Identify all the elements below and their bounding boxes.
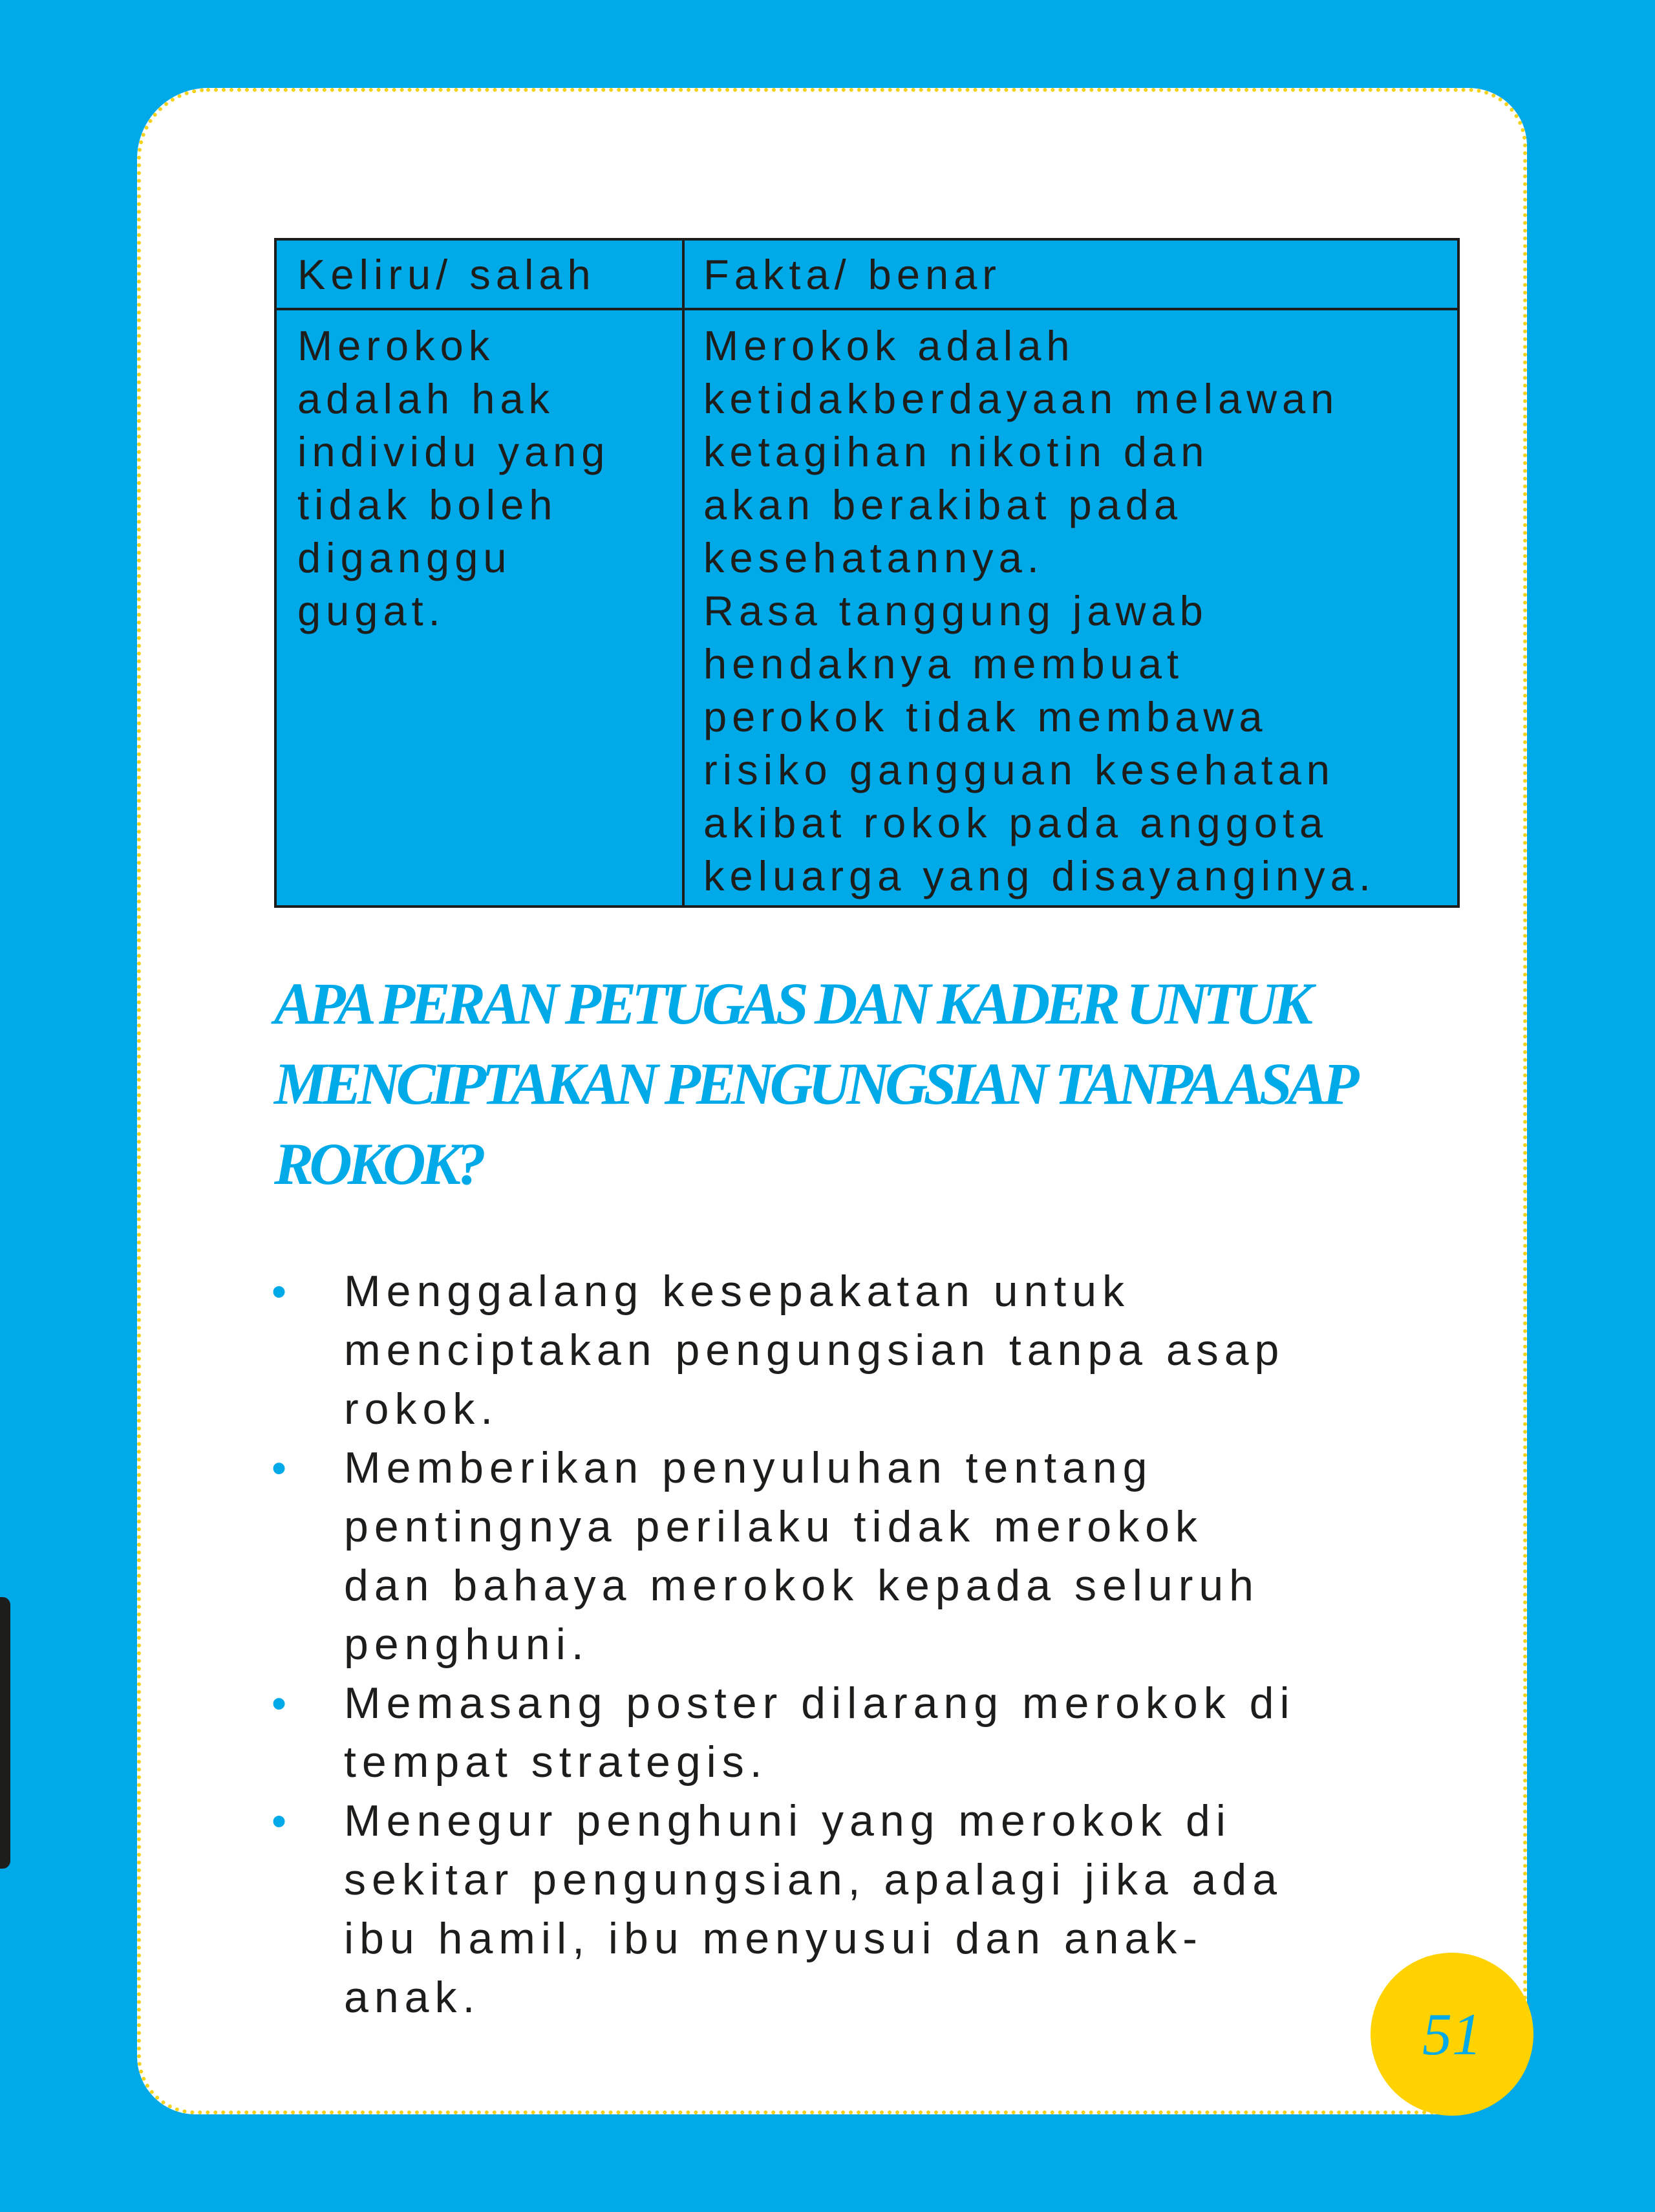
bullet-icon: • <box>272 1267 287 1315</box>
table-cell-fakta: Merokok adalah ketidakberdayaan melawan ketagihan nikotin dan akan berakibat pada kesehatannya. Rasa tanggung jawab hendaknya membuat perokok tidak membawa risiko gangguan kesehatan akibat rokok pada anggota keluarga yang disayanginya. <box>703 322 1376 899</box>
list-item <box>272 1439 1468 1674</box>
list-item-text: Memberikan penyuluhan tentang pentingnya perilaku tidak merokok dan bahaya merokok kepada seluruh penghuni. <box>344 1443 1259 1669</box>
bullet-icon: • <box>272 1444 287 1492</box>
list-item <box>272 1262 1468 1439</box>
section-heading: APA PERAN PETUGAS DAN KADER UNTUK MENCIPTAKAN PENGUNGSIAN TANPA ASAP ROKOK? <box>274 971 1355 1197</box>
list-item-text: Menggalang kesepakatan untuk menciptakan pengungsian tanpa asap rokok. <box>344 1267 1285 1434</box>
list-item-text: Memasang poster dilarang merokok di tempat strategis. <box>344 1679 1296 1787</box>
page-number-badge <box>1371 1953 1533 2116</box>
list-item <box>272 1674 1468 1792</box>
edge-mark <box>0 1597 10 1869</box>
table-header-keliru: Keliru/ salah <box>297 251 596 298</box>
list-item-text: Menegur penghuni yang merokok di sekitar pengungsian, apalagi jika ada ibu hamil, ibu menyusui dan anak- anak. <box>344 1796 1283 2022</box>
myth-fact-table <box>274 238 1460 908</box>
table-header-fakta: Fakta/ benar <box>703 251 1001 298</box>
page-number: 51 <box>1422 2001 1482 2067</box>
list-item <box>272 1792 1468 2027</box>
table-column-divider <box>682 241 685 905</box>
bullet-icon: • <box>272 1797 287 1845</box>
table-cell-keliru: Merokok adalah hak individu yang tidak boleh diganggu gugat. <box>297 322 610 634</box>
table-row-divider <box>277 308 1457 310</box>
bullet-icon: • <box>272 1679 287 1727</box>
action-list <box>272 1262 1468 2027</box>
